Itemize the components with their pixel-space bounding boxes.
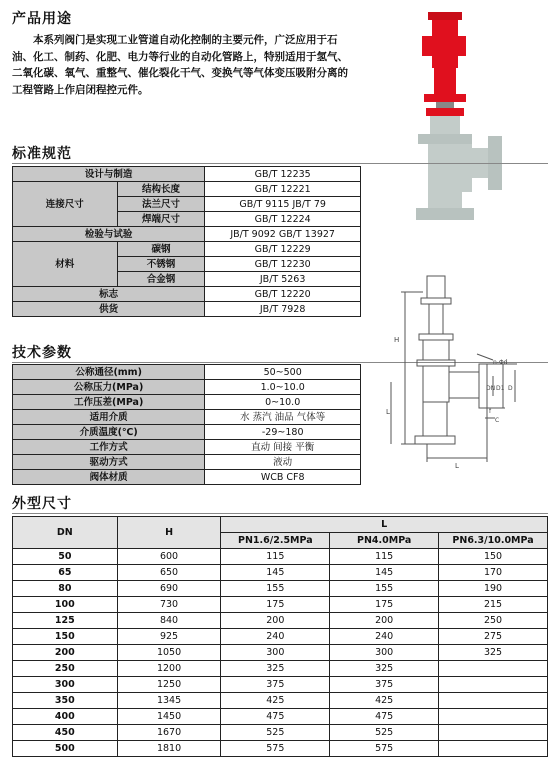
value-cell bbox=[439, 741, 548, 757]
value-cell: 1670 bbox=[117, 725, 221, 741]
label-l2: L bbox=[455, 462, 459, 470]
value-cell: 300 bbox=[221, 645, 330, 661]
standards-table: 设计与制造 GB/T 12235 连接尺寸 结构长度 GB/T 12221 法兰尺寸 GB/T 9115 JB/T 79 焊端尺寸 GB/T 12224 检验与试验 JB/T 9092 GB/T 13927 材料 碳钢 GB/T 12229 不锈钢 GB/T 12230 合金钢 JB/T 5263 标志 GB/T 12220 供货 JB/T 7928 bbox=[12, 166, 361, 317]
label-dn: DN bbox=[486, 385, 496, 392]
value-cell: 1810 bbox=[117, 741, 221, 757]
value-cell: 840 bbox=[117, 613, 221, 629]
table-row bbox=[13, 549, 548, 565]
dn-cell: 450 bbox=[13, 725, 118, 741]
value-cell: 425 bbox=[221, 693, 330, 709]
dn-cell: 125 bbox=[13, 613, 118, 629]
dn-cell: 100 bbox=[13, 597, 118, 613]
value-cell: 475 bbox=[221, 709, 330, 725]
dn-cell: 250 bbox=[13, 661, 118, 677]
table-row bbox=[13, 709, 548, 725]
table-row bbox=[13, 645, 548, 661]
value-cell: 525 bbox=[330, 725, 439, 741]
table-row bbox=[13, 725, 548, 741]
table-row bbox=[13, 613, 548, 629]
table-row bbox=[13, 693, 548, 709]
dn-cell: 300 bbox=[13, 677, 118, 693]
label-l: L bbox=[386, 408, 390, 416]
value-cell: 375 bbox=[330, 677, 439, 693]
dims-table: DN H L PN1.6/2.5MPa PN4.0MPa PN6.3/10.0MPa 50 600 115 115 150 65 650 145 145 170 80 690 155 155 190 100 730 175 175 215 125 840 200 200 250 150 925 240 240 275 200 1050 300 300 325 250 1200 325 325 300 1250 375 375 350 1345 425 425 400 1450 475 475 450 1670 525 525 500 1810 575 575 bbox=[12, 516, 548, 757]
dn-cell: 65 bbox=[13, 565, 118, 581]
value-cell: 1345 bbox=[117, 693, 221, 709]
value-cell: 300 bbox=[330, 645, 439, 661]
value-cell: 145 bbox=[221, 565, 330, 581]
section-title-standards: 标准规范 bbox=[12, 146, 72, 162]
dims-body bbox=[13, 549, 548, 757]
value-cell: 325 bbox=[439, 645, 548, 661]
label-d1: D1 bbox=[496, 385, 505, 392]
value-cell: 1250 bbox=[117, 677, 221, 693]
value-cell: 155 bbox=[330, 581, 439, 597]
value-cell: 155 bbox=[221, 581, 330, 597]
value-cell bbox=[439, 661, 548, 677]
table-row bbox=[13, 565, 548, 581]
value-cell: 190 bbox=[439, 581, 548, 597]
value-cell: 575 bbox=[221, 741, 330, 757]
table-row bbox=[13, 661, 548, 677]
value-cell: 650 bbox=[117, 565, 221, 581]
dn-cell: 50 bbox=[13, 549, 118, 565]
divider bbox=[12, 513, 548, 514]
value-cell bbox=[439, 725, 548, 741]
value-cell: 1050 bbox=[117, 645, 221, 661]
dn-cell: 350 bbox=[13, 693, 118, 709]
value-cell: 170 bbox=[439, 565, 548, 581]
label-h: H bbox=[394, 336, 400, 344]
value-cell: 115 bbox=[221, 549, 330, 565]
table-row bbox=[13, 597, 548, 613]
table-row bbox=[13, 629, 548, 645]
value-cell: 925 bbox=[117, 629, 221, 645]
value-cell: 325 bbox=[330, 661, 439, 677]
label-c: C bbox=[495, 417, 500, 424]
label-n: n-Φd bbox=[493, 359, 508, 366]
value-cell: 175 bbox=[330, 597, 439, 613]
tech-table: 公称通径(mm) 50~500 公称压力(MPa) 1.0~10.0 工作压差(MPa) 0~10.0 适用介质 水 蒸汽 油品 气体等 介质温度(℃) -29~180 工作方式 直动 间接 平衡 驱动方式 液动 阀体材质 WCB CF8 bbox=[12, 364, 361, 485]
value-cell: 375 bbox=[221, 677, 330, 693]
value-cell: 240 bbox=[221, 629, 330, 645]
section-title-tech: 技术参数 bbox=[12, 345, 72, 361]
value-cell: 215 bbox=[439, 597, 548, 613]
value-cell: 1450 bbox=[117, 709, 221, 725]
dn-cell: 80 bbox=[13, 581, 118, 597]
value-cell: 575 bbox=[330, 741, 439, 757]
dn-cell: 400 bbox=[13, 709, 118, 725]
valve-drawing bbox=[385, 272, 535, 480]
value-cell: 475 bbox=[330, 709, 439, 725]
value-cell: 115 bbox=[330, 549, 439, 565]
valve-photo bbox=[392, 8, 512, 236]
value-cell: 175 bbox=[221, 597, 330, 613]
value-cell: 690 bbox=[117, 581, 221, 597]
table-row bbox=[13, 677, 548, 693]
value-cell bbox=[439, 693, 548, 709]
value-cell: 730 bbox=[117, 597, 221, 613]
dn-cell: 200 bbox=[13, 645, 118, 661]
value-cell bbox=[439, 677, 548, 693]
intro-paragraph: 本系列阀门是实现工业管道自动化控制的主要元件，广泛应用于石油、化工、制药、化肥、电力等行业的自动化管路上，特别适用于氢气、二氧化碳、氧气、重整气、催化裂化干气、变换气等气体变压吸附分离的工程管路上作启闭程控元件。 bbox=[12, 34, 348, 96]
value-cell: 1200 bbox=[117, 661, 221, 677]
value-cell: 275 bbox=[439, 629, 548, 645]
value-cell bbox=[439, 709, 548, 725]
value-cell: 240 bbox=[330, 629, 439, 645]
value-cell: 250 bbox=[439, 613, 548, 629]
section-title-purpose: 产品用途 bbox=[12, 11, 72, 27]
dn-cell: 500 bbox=[13, 741, 118, 757]
value-cell: 200 bbox=[330, 613, 439, 629]
section-title-dims: 外型尺寸 bbox=[12, 496, 72, 512]
value-cell: 325 bbox=[221, 661, 330, 677]
table-row bbox=[13, 741, 548, 757]
label-f: f bbox=[489, 408, 492, 415]
divider bbox=[12, 163, 548, 164]
value-cell: 525 bbox=[221, 725, 330, 741]
table-row bbox=[13, 581, 548, 597]
label-d: D bbox=[508, 385, 513, 392]
dn-cell: 150 bbox=[13, 629, 118, 645]
value-cell: 425 bbox=[330, 693, 439, 709]
value-cell: 145 bbox=[330, 565, 439, 581]
value-cell: 150 bbox=[439, 549, 548, 565]
value-cell: 200 bbox=[221, 613, 330, 629]
value-cell: 600 bbox=[117, 549, 221, 565]
